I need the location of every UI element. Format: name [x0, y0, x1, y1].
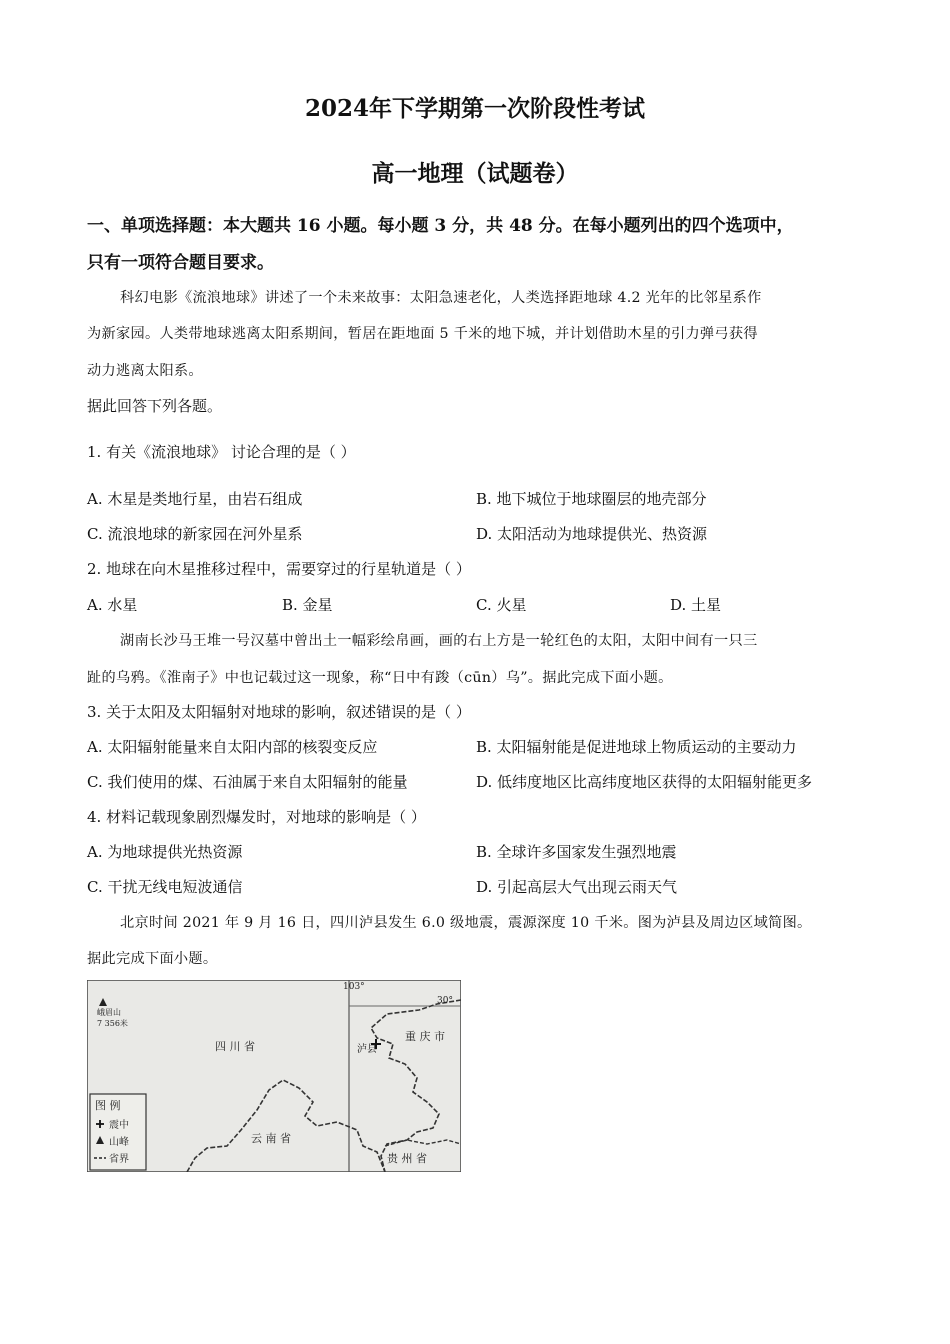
- latitude-label: 30°: [437, 996, 453, 1006]
- passage1-prompt: 据此回答下列各题。: [87, 397, 223, 415]
- province-guizhou: 贵 州 省: [387, 1152, 427, 1165]
- question-3-option-a: A. 太阳辐射能量来自太阳内部的核裂变反应: [87, 738, 378, 756]
- question-2-option-d: D. 土星: [670, 596, 722, 614]
- question-4-stem: 4. 材料记载现象剧烈爆发时，对地球的影响是（ ）: [87, 808, 426, 826]
- passage3-line2: 据此完成下面小题。: [87, 951, 218, 967]
- legend-item-border: 省界: [109, 1154, 129, 1165]
- passage2-line1: 湖南长沙马王堆一号汉墓中曾出土一幅彩绘帛画，画的右上方是一轮红色的太阳，太阳中间有一只三: [120, 633, 758, 649]
- luxian-region-map: [87, 980, 461, 1172]
- question-3-option-d: D. 低纬度地区比高纬度地区获得的太阳辐射能更多: [476, 773, 813, 791]
- legend-item-peak: 山峰: [109, 1137, 129, 1148]
- peak-name: 峨眉山: [97, 1008, 121, 1017]
- exam-subtitle: 高一地理（试题卷）: [371, 160, 579, 187]
- question-2-stem: 2. 地球在向木星推移过程中，需要穿过的行星轨道是（ ）: [87, 560, 471, 578]
- province-yunnan: 云 南 省: [251, 1132, 291, 1145]
- map-drawing: [87, 980, 461, 1172]
- question-1-option-d: D. 太阳活动为地球提供光、热资源: [476, 525, 708, 543]
- question-3-stem: 3. 关于太阳及太阳辐射对地球的影响，叙述错误的是（ ）: [87, 703, 471, 721]
- passage1-line3: 动力逃离太阳系。: [87, 363, 203, 379]
- section-heading-line1: 一、单项选择题：本大题共 16 小题。每小题 3 分，共 48 分。在每小题列出的四个选项中，: [87, 216, 794, 236]
- question-4-option-c: C. 干扰无线电短波通信: [87, 878, 243, 896]
- legend-title: 图 例: [95, 1099, 121, 1112]
- question-4-option-d: D. 引起高层大气出现云雨天气: [476, 878, 678, 896]
- passage2-line2: 趾的乌鸦。《淮南子》中也记载过这一现象，称“日中有踆（cūn）乌”。据此完成下面小题。: [87, 670, 673, 686]
- exam-title: 2024年下学期第一次阶段性考试: [304, 95, 645, 122]
- province-sichuan: 四 川 省: [215, 1040, 255, 1053]
- question-3-option-b: B. 太阳辐射能是促进地球上物质运动的主要动力: [476, 738, 797, 756]
- question-2-option-a: A. 水星: [87, 596, 138, 614]
- section-heading-line2: 只有一项符合题目要求。: [87, 253, 274, 273]
- question-3-option-c: C. 我们使用的煤、石油属于来自太阳辐射的能量: [87, 773, 408, 791]
- question-1-option-c: C. 流浪地球的新家园在河外星系: [87, 525, 303, 543]
- longitude-label: 103°: [343, 982, 365, 992]
- question-4-option-b: B. 全球许多国家发生强烈地震: [476, 843, 677, 861]
- question-2-option-b: B. 金星: [282, 596, 333, 614]
- peak-height: 7 356米: [97, 1019, 128, 1028]
- passage3-line1: 北京时间 2021 年 9 月 16 日，四川泸县发生 6.0 级地震，震源深度 10 千米。图为泸县及周边区域简图。: [120, 915, 812, 931]
- question-2-option-c: C. 火星: [476, 596, 527, 614]
- passage1-line1: 科幻电影《流浪地球》讲述了一个未来故事：太阳急速老化，人类选择距地球 4.2 光年的比邻星系作: [120, 290, 762, 306]
- passage1-line2: 为新家园。人类带地球逃离太阳系期间，暂居在距地面 5 千米的地下城，并计划借助木星的引力弹弓获得: [87, 326, 758, 342]
- question-1-stem: 1. 有关《流浪地球》 讨论合理的是（ ）: [87, 443, 356, 461]
- question-1-option-b: B. 地下城位于地球圈层的地壳部分: [476, 490, 707, 508]
- question-1-option-a: A. 木星是类地行星，由岩石组成: [87, 490, 303, 508]
- county-luxian: 泸县: [357, 1044, 377, 1055]
- province-chongqing: 重 庆 市: [405, 1030, 445, 1043]
- legend-item-epicenter: 震中: [109, 1120, 129, 1131]
- question-4-option-a: A. 为地球提供光热资源: [87, 843, 243, 861]
